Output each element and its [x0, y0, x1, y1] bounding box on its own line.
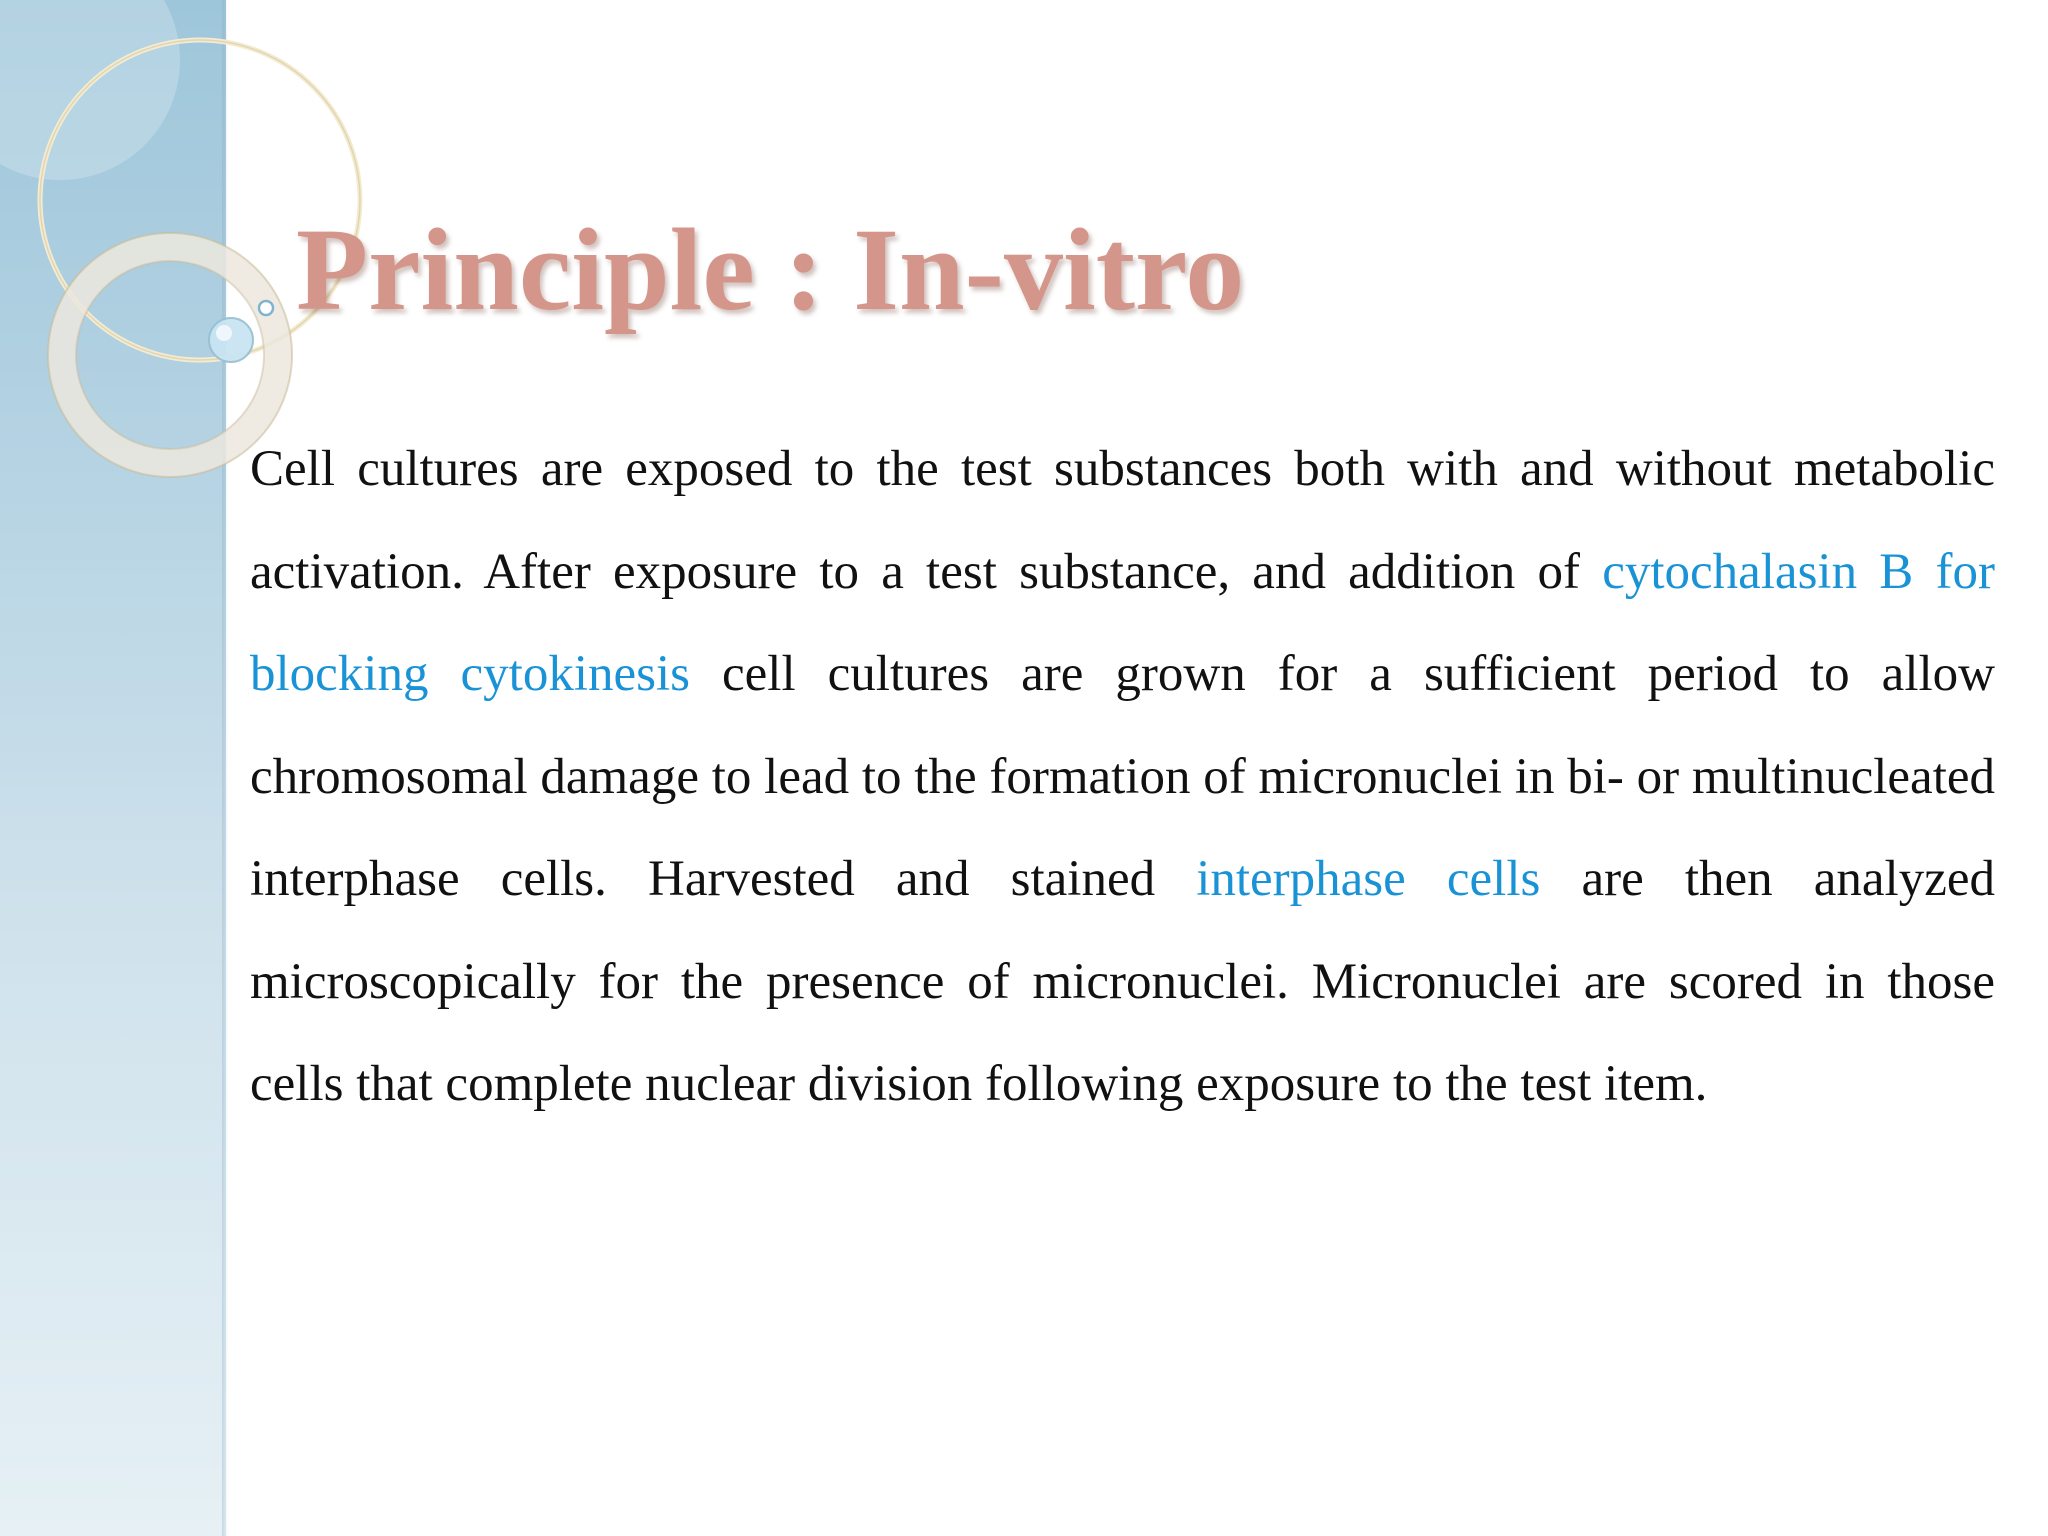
body-paragraph: [250, 418, 1995, 1136]
faint-disc-shape: [0, 0, 180, 180]
paragraph-text-part-1: Cell cultures are exposed to the test substances both with and without metabolic activation. After exposure to a test substance, and addition of: [250, 441, 1995, 600]
title-bullet-icon: [259, 301, 273, 315]
paragraph-text-part-2: cell cultures are grown for a sufficient period to allow chromosomal damage to lead to the formation of micronuclei in bi- or multinucleated interphase cells. Harvested and stained: [250, 646, 1995, 907]
slide-title: Principle : In-vitro: [296, 204, 1245, 335]
highlight-cytochalasin: cytochalasin B for blocking cytokinesis: [250, 543, 1995, 702]
bubble-shape: [209, 318, 253, 362]
highlight-interphase-cells: interphase cells: [1196, 851, 1541, 907]
paragraph-text-part-3: are then analyzed microscopically for the presence of micronuclei. Micronuclei are scored in those cells that complete nuclear division following exposure to the test item.: [250, 851, 1995, 1112]
bubble-highlight-shape: [216, 325, 232, 341]
